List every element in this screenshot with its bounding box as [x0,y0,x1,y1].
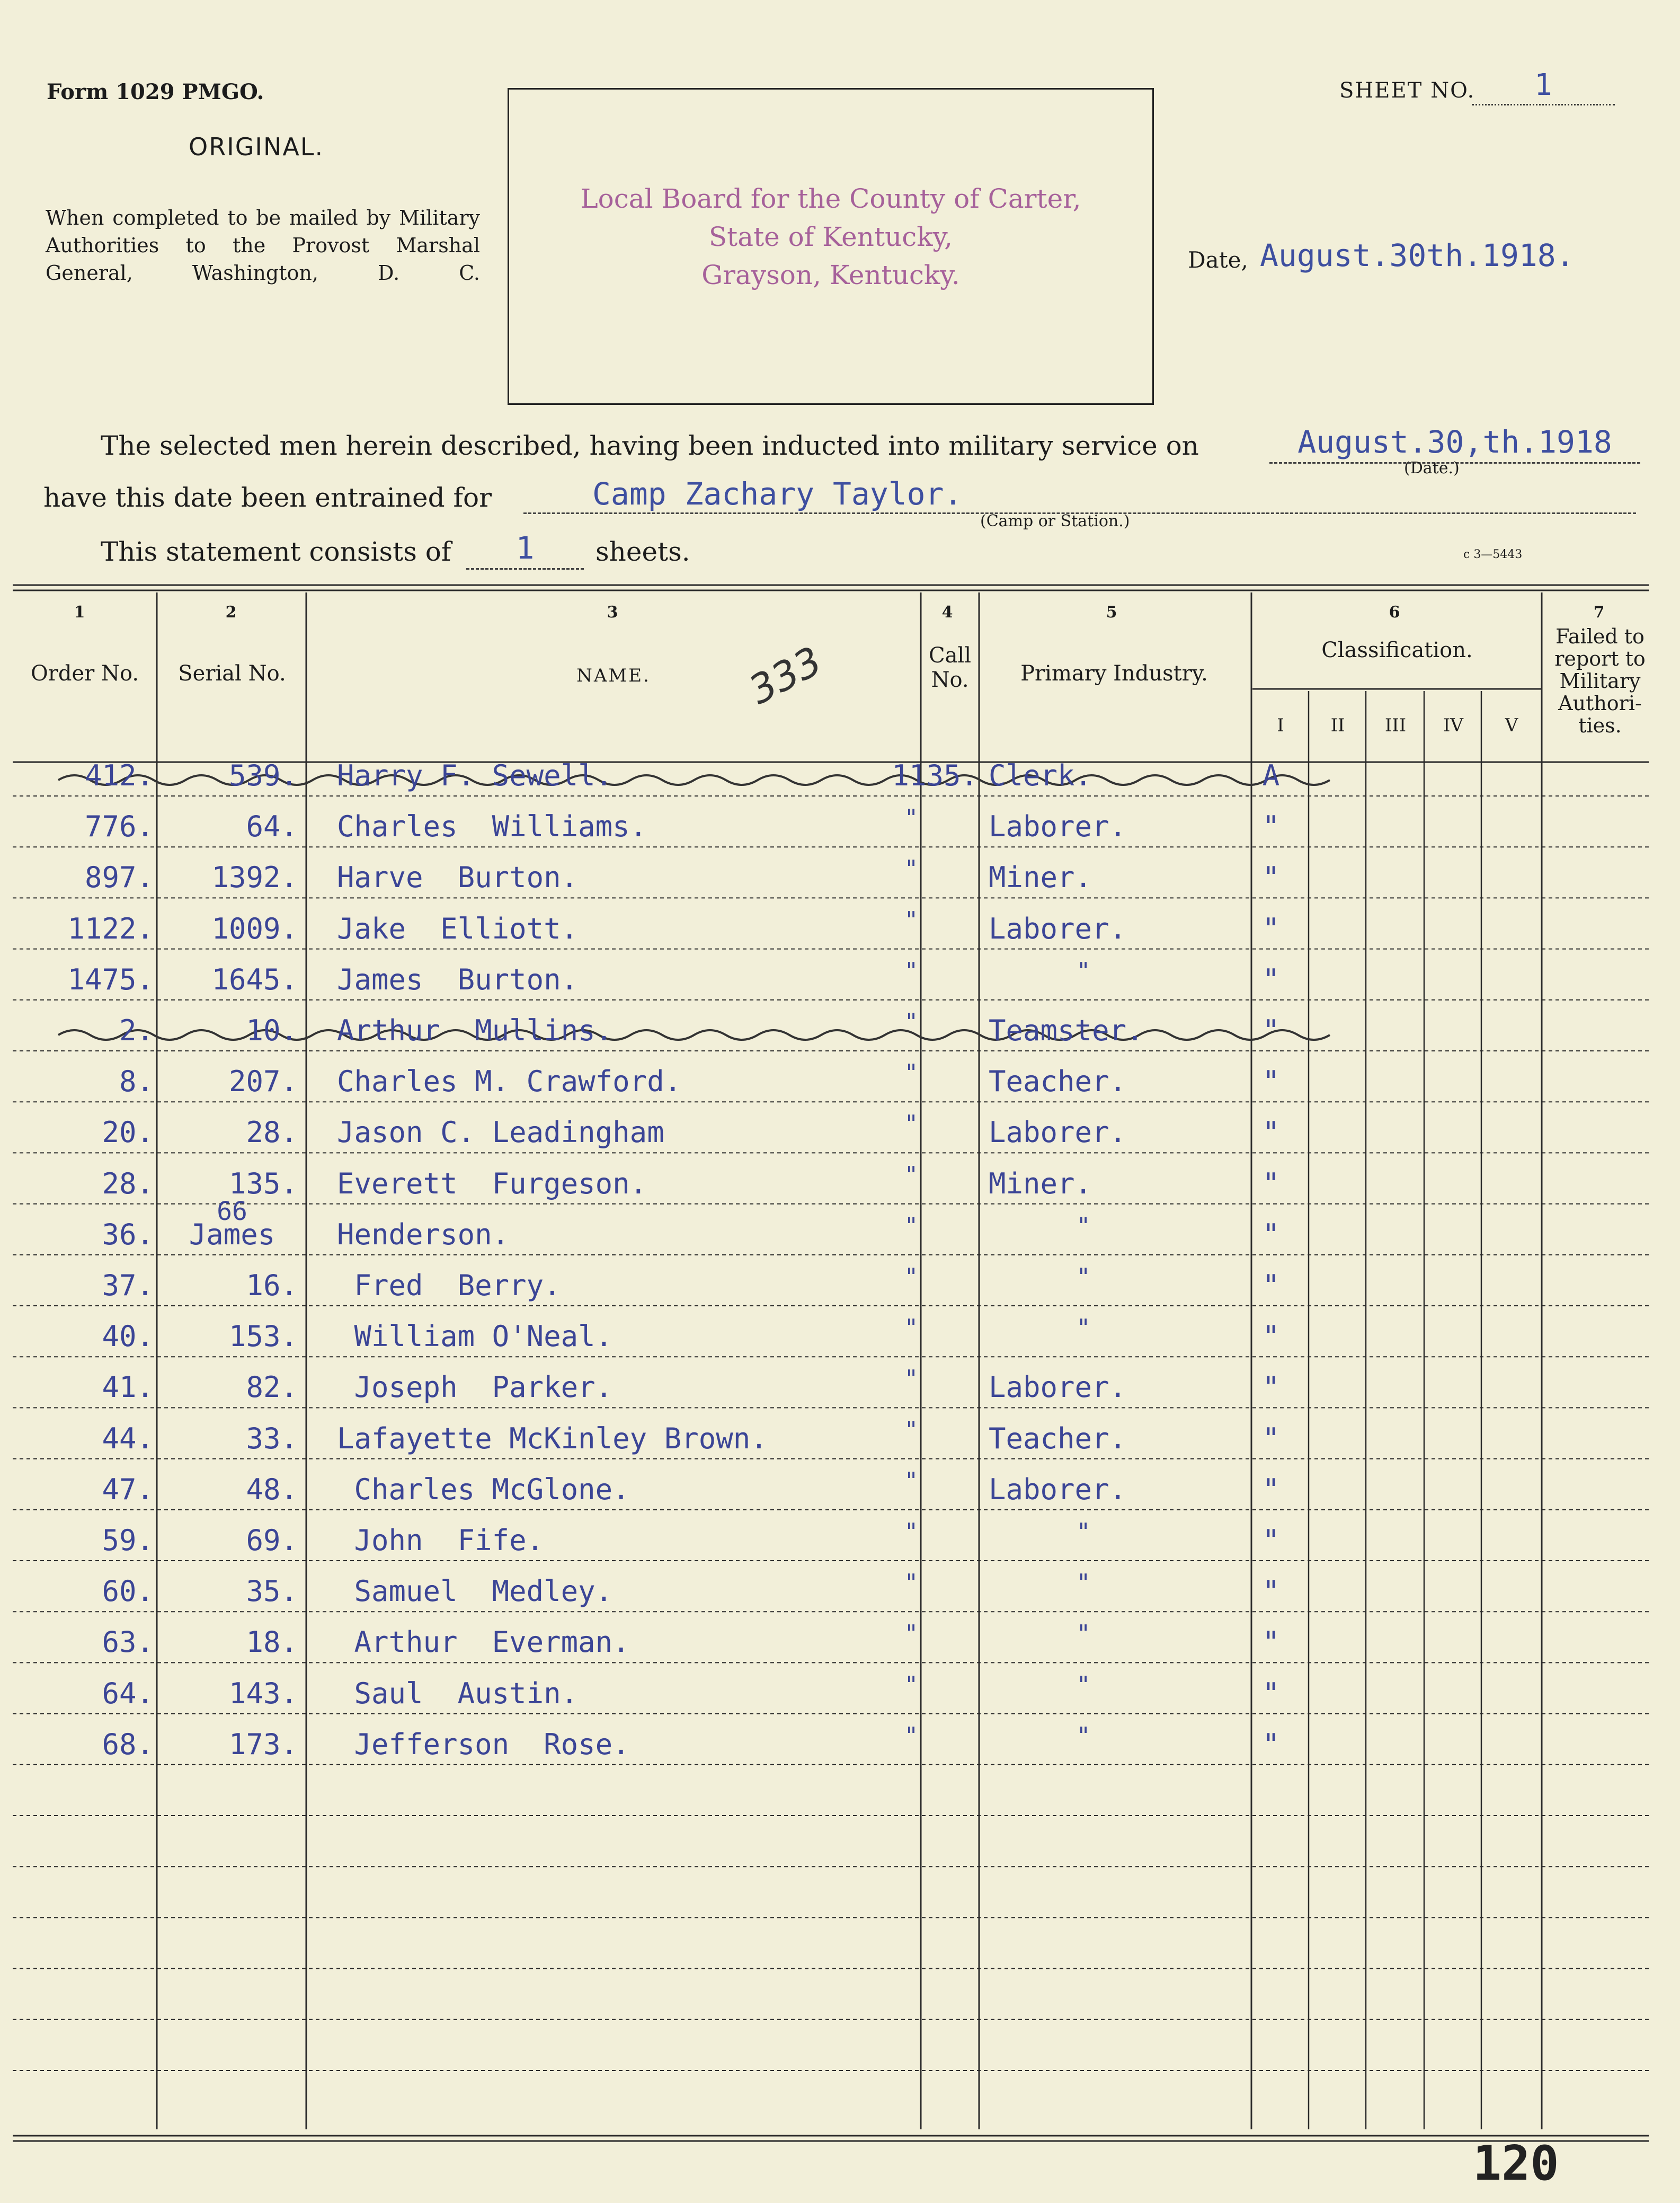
date-caption: (Date.) [1404,459,1460,477]
date-label: Date, [1188,247,1248,273]
sheet-number-label: SHEET NO. [1339,78,1475,103]
order-no-cell: 412. [84,759,154,792]
header-failed-to-report [1543,625,1657,737]
serial-no-cell: 143. [228,1676,298,1710]
serial-no-cell: 173. [228,1727,298,1761]
call-no-cell: " [904,957,919,985]
header-call-no [922,643,978,692]
name-cell: William O'Neal. [337,1320,613,1353]
serial-extra-cell: James [189,1217,275,1251]
call-no-cell: " [904,1212,919,1240]
date-value: August.30th.1918. [1260,237,1575,273]
class-i-cell: " [1262,1269,1280,1302]
class-i-cell: " [1262,1524,1280,1557]
industry-cell: " [1076,1518,1091,1545]
call-no-cell: " [904,1722,919,1749]
order-no-cell: 68. [102,1727,154,1761]
industry-cell: Miner. [989,1166,1092,1200]
call-no-cell: " [904,1365,919,1393]
header-primary-industry: Primary Industry. [1020,661,1208,686]
order-no-cell: 36. [102,1217,154,1251]
header-call-line-1: Call [928,643,972,668]
col-number-6: 6 [1389,603,1400,622]
form-code: Form 1029 PMGO. [47,79,264,104]
serial-no-cell: 1009. [211,912,298,945]
call-no-cell: " [904,1314,919,1342]
name-cell: Jason C. Leadingham [337,1116,664,1149]
industry-cell: " [1076,1263,1091,1290]
name-cell: Jefferson Rose. [337,1727,630,1761]
serial-no-cell: 82. [246,1370,298,1404]
serial-no-cell: 16. [246,1269,298,1302]
call-no-cell: " [904,804,919,832]
header-call-line-2: No. [931,668,969,692]
class-i-cell: " [1262,962,1280,996]
sheet-count-statement: This statement consists of [101,536,451,567]
call-no-cell: " [904,1263,919,1290]
name-cell: Henderson. [337,1217,510,1251]
serial-no-cell: 1645. [211,962,298,996]
header-class-iii: III [1384,715,1407,736]
call-no-cell: " [904,1671,919,1698]
industry-cell: " [1076,1212,1091,1240]
serial-no-cell: 69. [246,1524,298,1557]
name-cell: John Fife. [337,1524,544,1557]
serial-no-cell: 33. [246,1421,298,1455]
header-class-i: I [1277,715,1284,736]
industry-cell: " [1076,1620,1091,1648]
call-no-cell: " [904,1161,919,1189]
name-cell: Fred Berry. [337,1269,561,1302]
serial-no-cell: 18. [246,1625,298,1659]
call-no-cell: " [904,906,919,934]
industry-cell: Teacher. [989,1065,1127,1099]
header-serial-no: Serial No. [178,661,286,686]
sheets-word: sheets. [595,536,690,567]
class-i-cell: " [1262,861,1280,895]
order-no-cell: 1122. [67,912,154,945]
name-cell: James Burton. [337,962,579,996]
serial-no-cell: 153. [228,1320,298,1353]
order-no-cell: 1475. [67,962,154,996]
industry-cell: " [1076,1671,1091,1698]
class-i-cell: " [1262,1014,1280,1047]
name-cell: Samuel Medley. [337,1574,613,1608]
sheet-number-value: 1 [1472,68,1615,105]
name-cell: Jake Elliott. [337,912,579,945]
stamp-line-2: State of Kentucky, [708,222,953,252]
order-no-cell: 897. [84,861,154,895]
call-no-cell: " [904,1569,919,1597]
col-number-5: 5 [1106,603,1117,622]
entrained-statement: have this date been entrained for [43,482,492,513]
industry-cell: " [1076,1314,1091,1342]
call-no-cell: " [904,1059,919,1087]
col-number-3: 3 [607,603,618,622]
class-i-cell: " [1262,1574,1280,1608]
col-number-7: 7 [1593,603,1605,622]
class-i-cell: " [1262,1065,1280,1099]
serial-no-cell: 539. [228,759,298,792]
call-no-cell: " [904,1110,919,1138]
class-i-cell: " [1262,1217,1280,1251]
call-no-cell: " [904,1620,919,1648]
class-i-cell: " [1262,912,1280,945]
call-no-cell: " [904,1416,919,1444]
serial-no-cell: 35. [246,1574,298,1608]
name-cell: Harve Burton. [337,861,579,895]
name-cell: Arthur Mullins. [337,1014,613,1047]
mailing-note: When completed to be mailed by Military Authorities to the Provost Marshal General, Washington, D. C. [46,206,480,285]
class-i-cell: " [1262,1320,1280,1353]
call-no-cell: " [904,855,919,883]
order-no-cell: 776. [84,810,154,844]
industry-cell: Laborer. [989,1472,1127,1506]
industry-cell: Teacher. [989,1421,1127,1455]
failed-line-5: ties. [1578,714,1622,737]
induction-date: August.30,th.1918 [1269,424,1640,464]
class-i-cell: " [1262,1676,1280,1710]
order-no-cell: 20. [102,1116,154,1149]
page-number: 120 [1473,2136,1559,2191]
industry-cell: Laborer. [989,1116,1127,1149]
print-code: c 3—5443 [1463,548,1523,561]
name-cell: Saul Austin. [337,1676,579,1710]
call-no-cell: " [904,1518,919,1545]
industry-cell: Miner. [989,861,1092,895]
sheet-count: 1 [466,530,584,570]
order-no-cell: 64. [102,1676,154,1710]
name-cell: Joseph Parker. [337,1370,613,1404]
class-i-cell: " [1262,1472,1280,1506]
class-i-cell: " [1262,1370,1280,1404]
margin-note: 333 [742,638,830,714]
class-i-cell: " [1262,1727,1280,1761]
header-class-iv: IV [1443,715,1463,736]
order-no-cell: 2. [119,1014,154,1047]
name-cell: Charles McGlone. [337,1472,630,1506]
industry-cell: " [1076,1722,1091,1749]
order-no-cell: 41. [102,1370,154,1404]
destination-camp: Camp Zachary Taylor. [523,476,1636,514]
call-no-cell: " [904,1467,919,1494]
industry-cell: Clerk. [989,759,1092,792]
induction-statement: The selected men herein described, having been inducted into military service on [101,430,1199,461]
industry-cell: Laborer. [989,810,1127,844]
industry-cell: " [1076,957,1091,985]
name-cell: Lafayette McKinley Brown. [337,1421,768,1455]
serial-no-cell: 1392. [211,861,298,895]
class-i-cell: " [1262,1421,1280,1455]
industry-cell: Laborer. [989,1370,1127,1404]
call-no-cell: " [904,1008,919,1036]
serial-no-cell: 64. [246,810,298,844]
class-i-cell: " [1262,1166,1280,1200]
header-order-no: Order No. [30,661,139,686]
header-name: NAME. [576,665,651,686]
header-class-v: V [1505,715,1518,736]
name-cell: Harry F. Sewell. [337,759,613,792]
name-cell: Charles Williams. [337,810,647,844]
serial-no-cell: 207. [228,1065,298,1099]
stamp-line-3: Grayson, Kentucky. [701,260,960,290]
order-no-cell: 37. [102,1269,154,1302]
order-no-cell: 63. [102,1625,154,1659]
order-no-cell: 59. [102,1524,154,1557]
failed-line-4: Authori- [1558,692,1642,715]
industry-cell: Laborer. [989,912,1127,945]
industry-cell: " [1076,1569,1091,1597]
order-no-cell: 60. [102,1574,154,1608]
order-no-cell: 28. [102,1166,154,1200]
col-number-2: 2 [225,603,237,622]
industry-cell: Teamster. [989,1014,1144,1047]
order-no-cell: 8. [119,1065,154,1099]
class-i-cell: A [1262,759,1280,792]
name-cell: Charles M. Crawford. [337,1065,682,1099]
serial-no-cell: 66 [217,1196,247,1226]
destination-caption: (Camp or Station.) [980,512,1130,530]
name-cell: Arthur Everman. [337,1625,630,1659]
name-cell: Everett Furgeson. [337,1166,647,1200]
class-i-cell: " [1262,1116,1280,1149]
failed-line-2: report to [1554,647,1646,670]
header-class-ii: II [1330,715,1345,736]
serial-no-cell: 28. [246,1116,298,1149]
header-classification: Classification. [1321,638,1473,662]
order-no-cell: 40. [102,1320,154,1353]
order-no-cell: 44. [102,1421,154,1455]
failed-line-1: Failed to [1555,625,1645,648]
call-no-cell: 1135. [892,759,978,792]
stamp-line-1: Local Board for the County of Carter, [580,183,1081,214]
class-i-cell: " [1262,1625,1280,1659]
original-label: ORIGINAL. [189,132,324,161]
col-number-1: 1 [74,603,85,622]
order-no-cell: 47. [102,1472,154,1506]
class-i-cell: " [1262,810,1280,844]
failed-line-3: Military [1559,669,1641,693]
serial-no-cell: 48. [246,1472,298,1506]
serial-no-cell: 135. [228,1166,298,1200]
serial-no-cell: 10. [246,1014,298,1047]
col-number-4: 4 [941,603,953,622]
